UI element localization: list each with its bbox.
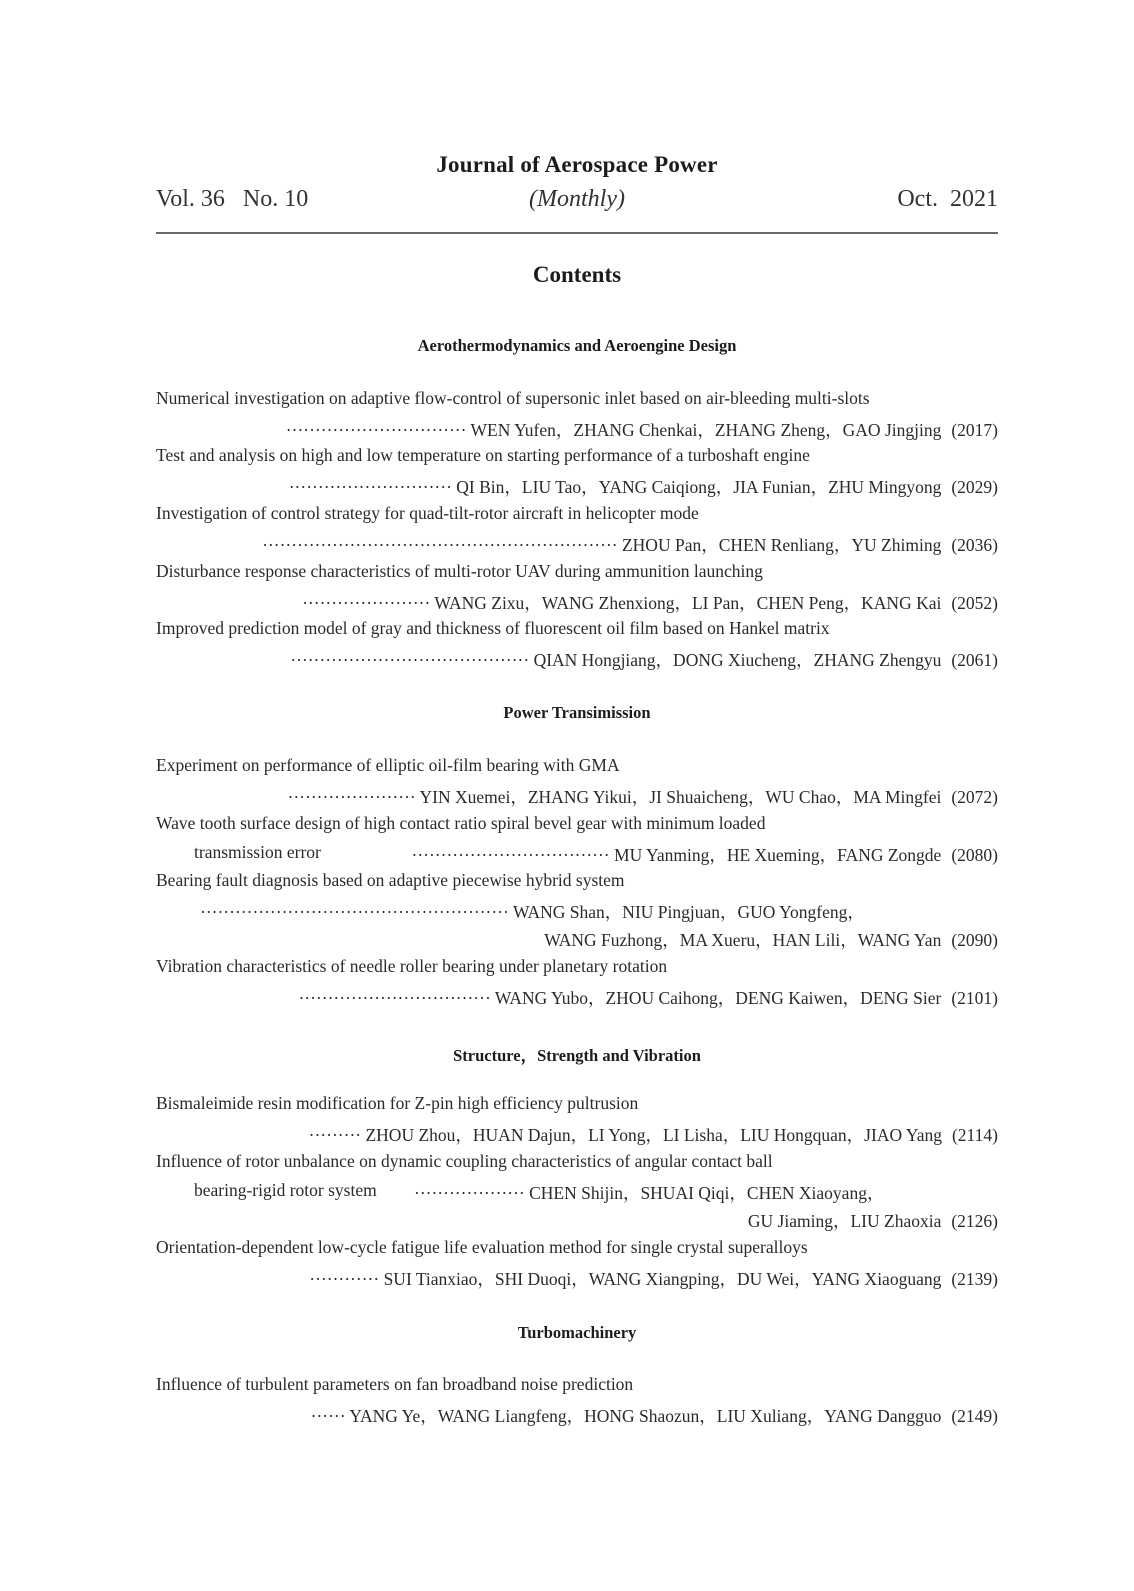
article-page[interactable]: (2126) [951, 1211, 998, 1231]
article-byline [156, 842, 998, 867]
article-title[interactable]: Improved prediction model of gray and thickness of fluorescent oil film based on Hankel matrix [156, 618, 830, 638]
leader-dots: ·································· [411, 845, 610, 865]
article-page[interactable]: (2017) [951, 420, 998, 440]
article-authors-continued: GU Jiaming，LIU Zhaoxia [747, 1211, 942, 1231]
frequency-text: (Monthly) [529, 186, 625, 212]
issue-date: Oct. 2021 [897, 186, 998, 212]
volume-issue: Vol. 36 No. 10 [156, 186, 309, 212]
leader-dots: ······················ [287, 787, 416, 807]
article-authors: WEN Yufen，ZHANG Chenkai，ZHANG Zheng，GAO Jingjing [470, 420, 942, 440]
leader-dots: ······························· [285, 420, 467, 440]
article-title[interactable]: Bismaleimide resin modification for Z-pin high efficiency pultrusion [156, 1093, 639, 1113]
leader-dots: ···························· [288, 477, 452, 497]
article-byline-continued [156, 927, 998, 952]
article-title[interactable]: Bearing fault diagnosis based on adaptive piecewise hybrid system [156, 870, 625, 890]
contents-title: Contents [532, 262, 622, 287]
article-authors: MU Yanming，HE Xueming，FANG Zongde [614, 845, 942, 865]
article-page[interactable]: (2052) [951, 593, 998, 613]
article-title[interactable]: Influence of rotor unbalance on dynamic coupling characteristics of angular contact ball [156, 1151, 773, 1171]
article-byline [156, 985, 998, 1010]
section-heading: Power Transimission [503, 703, 651, 722]
leader-dots: ········································· [290, 650, 530, 670]
section-heading: Turbomachinery [517, 1323, 637, 1342]
article-authors: WANG Yubo，ZHOU Caihong，DENG Kaiwen，DENG Sier [494, 988, 942, 1008]
article-byline [156, 417, 998, 442]
section-heading: Structure，Strength and Vibration [453, 1046, 701, 1065]
leader-dots: ············ [309, 1269, 380, 1289]
article-page[interactable]: (2072) [951, 787, 998, 807]
header-row [156, 186, 998, 220]
article-title[interactable]: Disturbance response characteristics of multi-rotor UAV during ammunition launching [156, 561, 763, 581]
article-byline [156, 1122, 998, 1147]
article-title[interactable]: Numerical investigation on adaptive flow-control of supersonic inlet based on air-bleeding multi-slots [156, 388, 870, 408]
leader-dots: ······ [310, 1406, 346, 1426]
leader-dots: ····················································· [200, 902, 509, 922]
article-title-continued[interactable]: bearing-rigid rotor system [194, 1180, 377, 1200]
article-page[interactable]: (2101) [951, 988, 998, 1008]
article-authors-continued: WANG Fuzhong，MA Xueru，HAN Lili，WANG Yan [544, 930, 942, 950]
article-authors: ZHOU Pan，CHEN Renliang，YU Zhiming [621, 535, 942, 555]
article-page[interactable]: (2029) [951, 477, 998, 497]
article-authors: WANG Shan，NIU Pingjuan，GUO Yongfeng， [512, 902, 865, 922]
article-page[interactable]: (2114) [951, 1125, 998, 1145]
frequency [156, 186, 998, 213]
article-byline [156, 784, 998, 809]
header-rule [156, 232, 998, 234]
article-byline [156, 1266, 998, 1291]
article-authors: CHEN Shijin，SHUAI Qiqi，CHEN Xiaoyang， [529, 1183, 885, 1203]
article-page[interactable]: (2080) [951, 845, 998, 865]
leader-dots: ········· [308, 1125, 362, 1145]
article-byline [156, 532, 998, 557]
article-page[interactable]: (2149) [951, 1406, 998, 1426]
journal-title: Journal of Aerospace Power [436, 152, 718, 177]
article-byline [156, 590, 998, 615]
article-byline [156, 474, 998, 499]
article-authors: WANG Zixu，WANG Zhenxiong，LI Pan，CHEN Peng，KANG Kai [434, 593, 942, 613]
section-heading: Aerothermodynamics and Aeroengine Design [417, 336, 737, 355]
article-title[interactable]: Investigation of control strategy for quad-tilt-rotor aircraft in helicopter mode [156, 503, 699, 523]
article-byline [156, 647, 998, 672]
leader-dots: ··················· [414, 1183, 525, 1203]
leader-dots: ································· [298, 988, 491, 1008]
article-page[interactable]: (2139) [951, 1269, 998, 1289]
article-byline [156, 1403, 998, 1428]
article-title[interactable]: Wave tooth surface design of high contact ratio spiral bevel gear with minimum loaded [156, 813, 766, 833]
article-title[interactable]: Test and analysis on high and low temperature on starting performance of a turboshaft engine [156, 445, 810, 465]
leader-dots: ······················ [302, 593, 431, 613]
article-authors: QI Bin，LIU Tao，YANG Caiqiong，JIA Funian，ZHU Mingyong [456, 477, 942, 497]
article-authors: ZHOU Zhou，HUAN Dajun，LI Yong，LI Lisha，LIU Hongquan，JIAO Yang [365, 1125, 942, 1145]
leader-dots: ····························································· [262, 535, 618, 555]
article-authors: YANG Ye，WANG Liangfeng，HONG Shaozun，LIU Xuliang，YANG Dangguo [349, 1406, 942, 1426]
article-page[interactable]: (2090) [951, 930, 998, 950]
article-byline-continued [156, 1208, 998, 1233]
article-title[interactable]: Vibration characteristics of needle roller bearing under planetary rotation [156, 956, 668, 976]
article-authors: YIN Xuemei，ZHANG Yikui，JI Shuaicheng，WU Chao，MA Mingfei [419, 787, 942, 807]
article-title[interactable]: Orientation-dependent low-cycle fatigue life evaluation method for single crystal superalloys [156, 1237, 808, 1257]
article-authors: SUI Tianxiao，SHI Duoqi，WANG Xiangping，DU Wei，YANG Xiaoguang [383, 1269, 942, 1289]
article-title-continued[interactable]: transmission error [194, 842, 321, 862]
article-page[interactable]: (2061) [951, 650, 998, 670]
article-title[interactable]: Experiment on performance of elliptic oil-film bearing with GMA [156, 755, 620, 775]
article-authors: QIAN Hongjiang，DONG Xiucheng，ZHANG Zhengyu [533, 650, 942, 670]
article-page[interactable]: (2036) [951, 535, 998, 555]
article-title[interactable]: Influence of turbulent parameters on fan broadband noise prediction [156, 1374, 634, 1394]
